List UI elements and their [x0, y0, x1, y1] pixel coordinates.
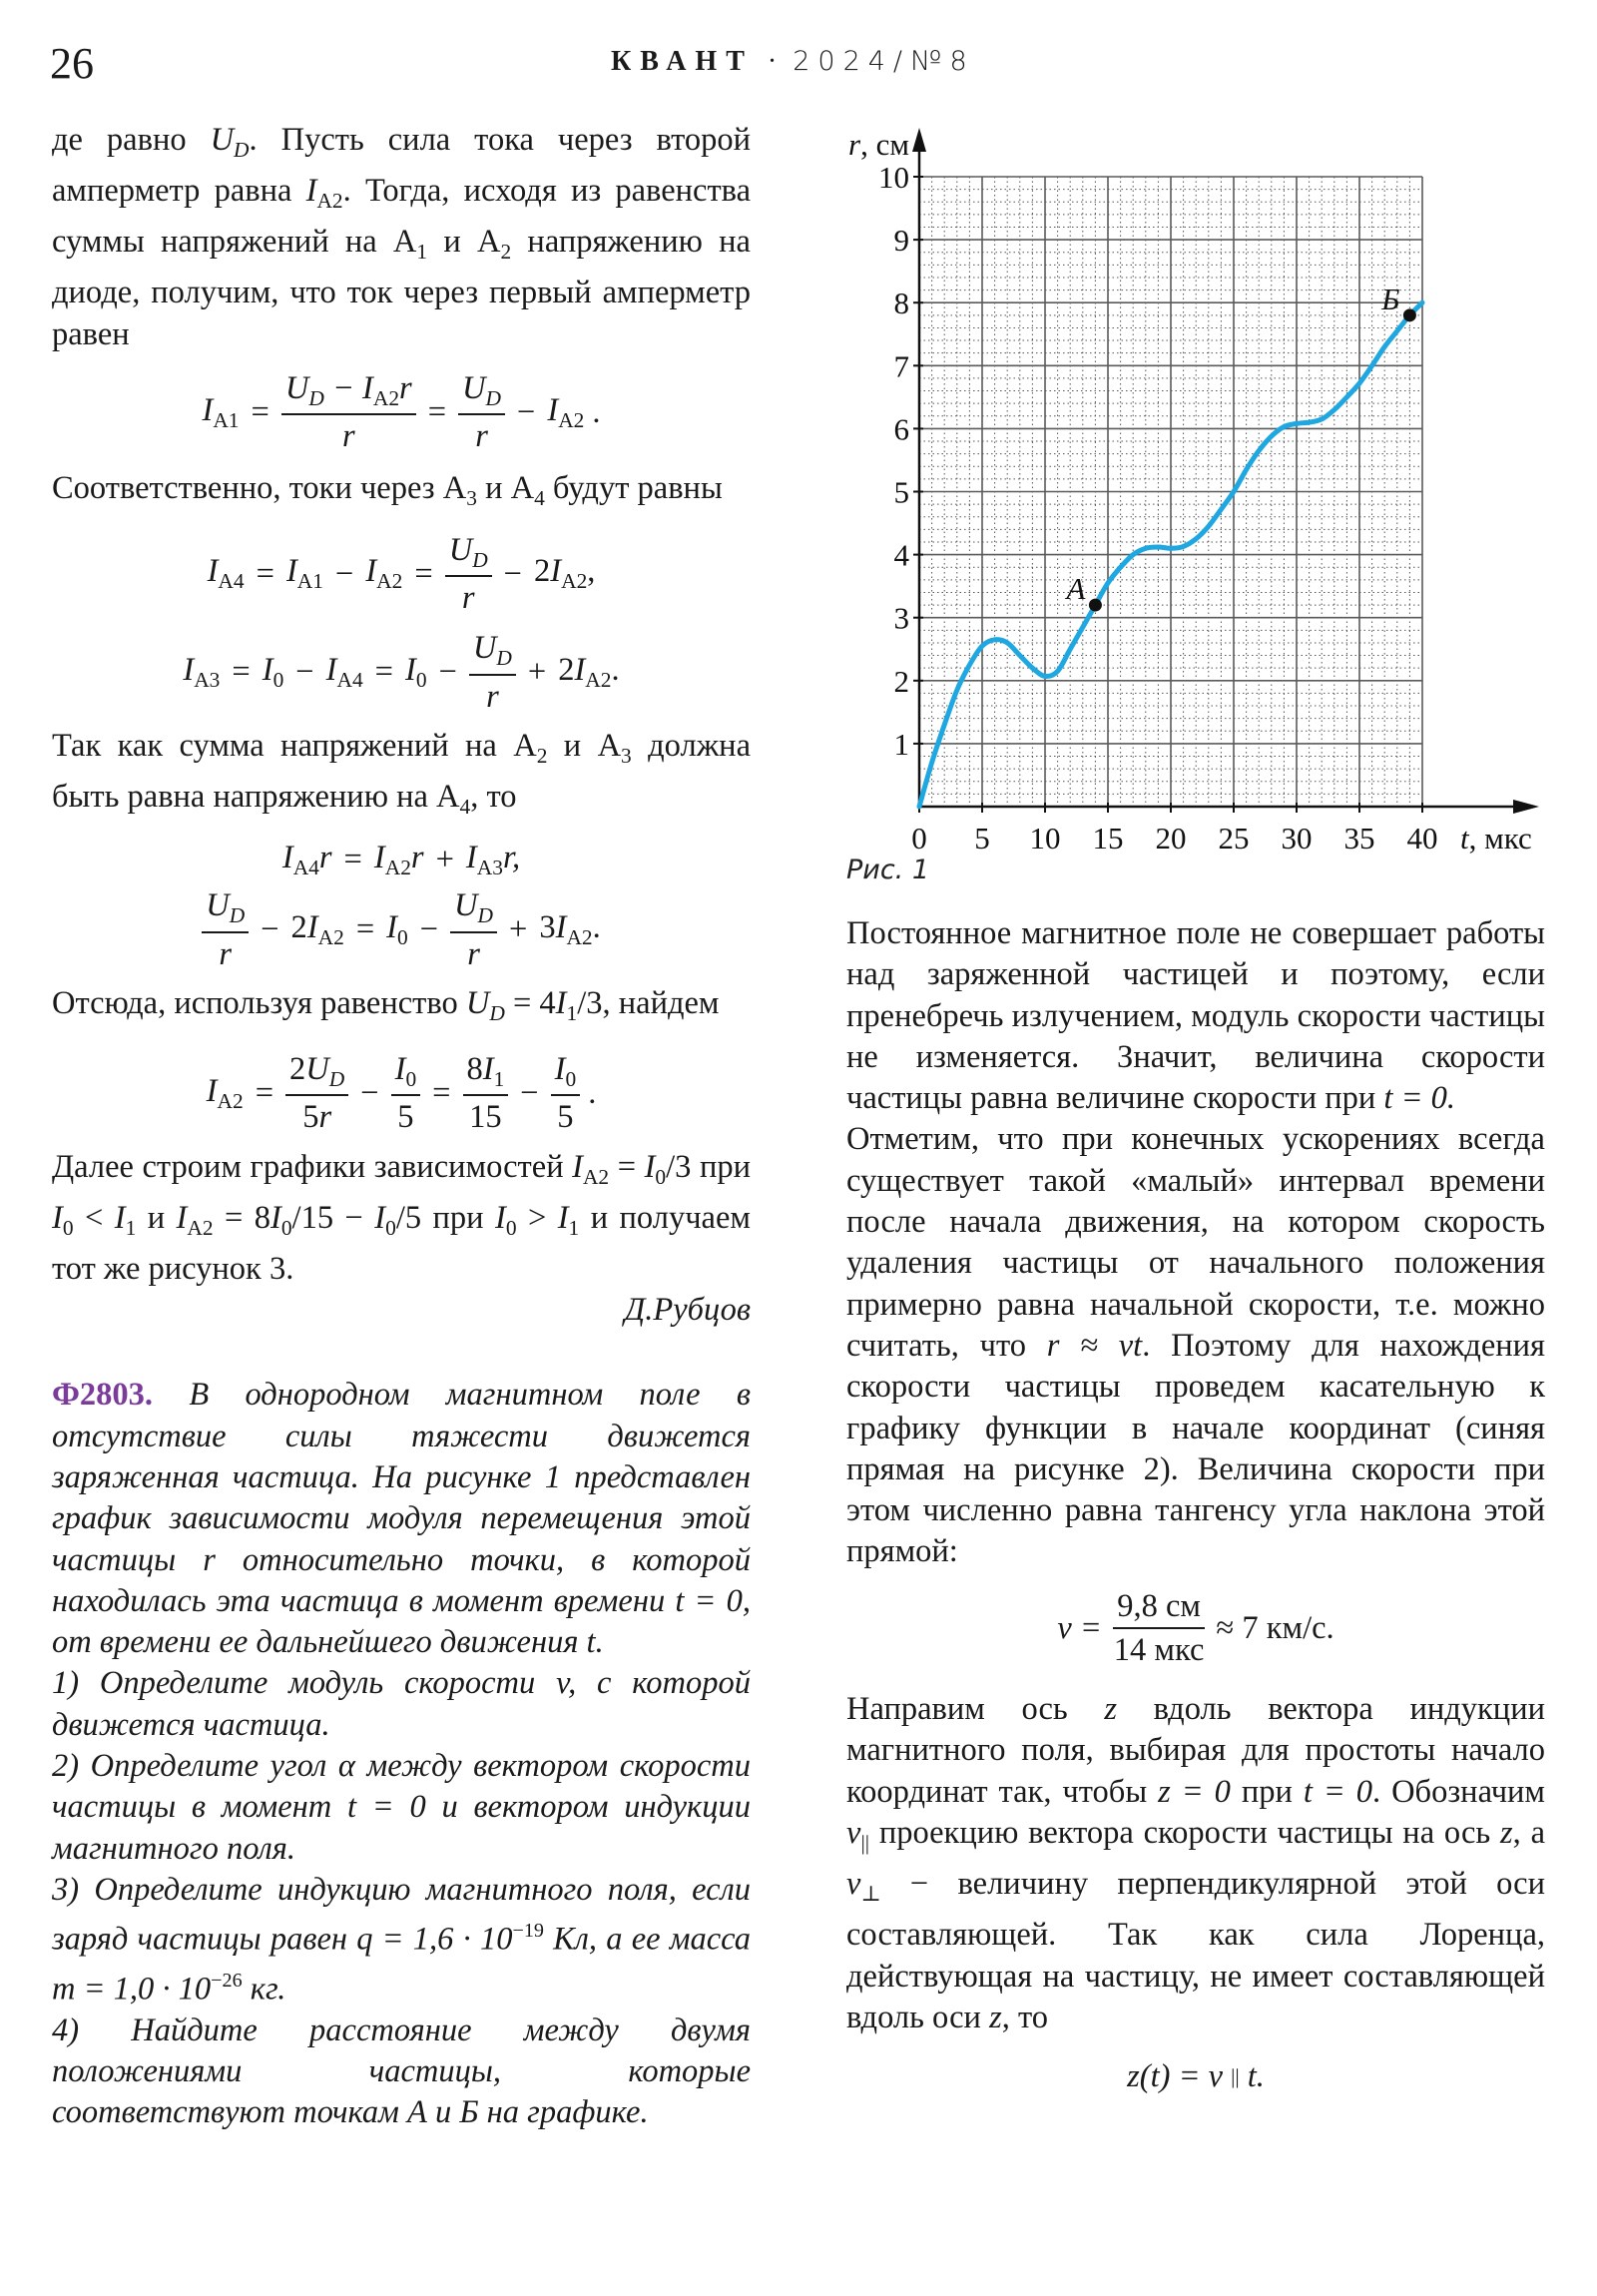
- svg-text:7: 7: [893, 348, 909, 384]
- paragraph: Далее строим графики зависимостей $I_{A2} = I_0/3$ при $I_0 < I_1$ и $I_{A2} = 8I_0/15 - I_0/5$ при $I_0 > I_1$ и получаем тот же рисунок 3.: [52, 1148, 751, 1287]
- paragraph: Постоянное магнитное поле не совершает работы над заряженной частицей и поэтому, если пренебречь излучением, модуль скорости частицы не изменяется. Значит, величина скорости частицы равна величине скорости при t = 0.: [846, 915, 1545, 1117]
- magazine-title: КВАНТ: [611, 46, 754, 77]
- text: = 4: [504, 984, 556, 1021]
- svg-text:2: 2: [893, 663, 909, 699]
- text: и А: [547, 727, 622, 764]
- paragraph: [52, 120, 751, 355]
- issue-number: 2024/№8: [793, 46, 975, 77]
- svg-text:3: 3: [893, 600, 909, 636]
- text: де равно: [52, 122, 211, 158]
- running-head: [611, 44, 975, 80]
- text: и А: [476, 469, 535, 506]
- equation-velocity: v = $\frac{9,8 см}{\text{14 мкс}}$ ≈ 7 км/с.: [1057, 1587, 1334, 1668]
- equation-ia4: $I_{A4}$ = $I_{A1}$ − $I_{A2}$ = $\frac{U_D}{r}$ − $2I_{A2}$,: [207, 531, 596, 617]
- question-1: 1) Определите модуль скорости v, с которой движется частица.: [52, 1665, 751, 1743]
- separator-dot: ·: [767, 46, 778, 77]
- paragraph: [52, 726, 751, 828]
- marked-points: [1064, 282, 1415, 612]
- text: напряжению на диоде, получим, что ток через первый амперметр равен: [52, 224, 751, 352]
- svg-text:6: 6: [893, 411, 909, 447]
- paragraph: Направим ось z вдоль вектора индукции магнитного поля, выбирая для простоты начало координат так, чтобы z = 0 при t = 0. Обозначим $v_{||}$ проекцию вектора скорости частицы на ось z, а $v_\perp$ − величину перпендикулярной этой оси составляющей. Так как сила Лоренца, действующая на частицу, не имеет составляющей вдоль оси z, то: [846, 1691, 1545, 2035]
- svg-text:35: 35: [1343, 821, 1375, 856]
- problem-text: В однородном магнитном поле в отсутствие силы тяжести движется заряженная частица. На рисунке 1 представлен график зависимости модуля перемещения этой частицы r относительно точки, в которой находилась эта частица в момент времени t = 0, от времени ее дальнейшего движения t.: [52, 1377, 751, 1661]
- text: . Пусть сила тока через второй амперметр равна: [52, 122, 752, 210]
- subscript: 3: [621, 743, 632, 768]
- point-Б: [1380, 282, 1416, 322]
- point-А: [1064, 571, 1101, 612]
- problem-number: Ф2803.: [52, 1377, 154, 1414]
- math-ud: $U_D$: [210, 122, 250, 162]
- svg-text:40: 40: [1406, 821, 1438, 856]
- svg-text:t, мкс: t, мкс: [1460, 821, 1532, 856]
- svg-text:r, см: r, см: [848, 127, 909, 162]
- axes: [912, 128, 1539, 814]
- svg-text:25: 25: [1218, 821, 1250, 856]
- svg-text:10: 10: [1029, 821, 1061, 856]
- subscript: 2: [500, 240, 512, 265]
- problem-statement: [52, 1375, 751, 1663]
- tick-labels: [848, 127, 1532, 856]
- text: , то: [470, 778, 517, 815]
- page-number: 26: [50, 39, 94, 88]
- left-column: [52, 120, 751, 2134]
- svg-text:15: 15: [1092, 821, 1124, 856]
- equation-ia1: $I_{A1}$ = $\frac{U_D - I_{A2}r}{r}$ = $\frac{U_D}{r}$ − $I_{A2}$ .: [202, 370, 601, 455]
- text: Далее строим графики зависимостей: [52, 1148, 573, 1185]
- equation-voltage-balance: $I_{A4}r$ = $I_{A2}r$ + $I_{A3}r$,: [281, 840, 521, 879]
- text: /3, найдем: [577, 984, 720, 1021]
- text: и А: [427, 224, 501, 261]
- equation-ia2: $I_{A2}$ = $\frac{2U_D}{5r}$ − $\frac{I_0}{5}$ = $\frac{8I_1}{15}$ − $\frac{I_0}{5}$ .: [206, 1051, 597, 1136]
- svg-text:5: 5: [974, 821, 990, 856]
- svg-text:8: 8: [893, 286, 909, 321]
- svg-text:30: 30: [1281, 821, 1313, 856]
- svg-text:4: 4: [893, 537, 909, 573]
- figure-caption: Рис. 1: [846, 855, 930, 885]
- svg-text:9: 9: [893, 223, 909, 259]
- svg-text:10: 10: [878, 160, 909, 195]
- major-grid: [919, 177, 1422, 807]
- text: Соответственно, токи через А: [52, 469, 467, 506]
- equation-z-t: z(t) = v || t.: [1127, 2058, 1265, 2095]
- text: Так как сумма напряжений на А: [52, 727, 537, 764]
- equation-ia3: $I_{A3}$ = $I_0$ − $I_{A4}$ = $I_0$ − $\frac{U_D}{r}$ + $2I_{A2}$.: [183, 630, 620, 715]
- text: . Тогда, исходя из равенства суммы напряжений на А: [52, 173, 751, 261]
- question-2: 2) Определите угол α между вектором скорости частицы в момент t = 0 и вектором индукции магнитного поля.: [52, 1748, 751, 1867]
- question-4: 4) Найдите расстояние между двумя положениями частицы, которые соответствуют точкам А и Б на графике.: [52, 2011, 751, 2131]
- text: должна быть равна напряжению на А: [52, 727, 751, 815]
- subscript: 3: [466, 485, 477, 510]
- right-column: [846, 913, 1545, 2105]
- paragraph: [52, 468, 751, 519]
- minor-grid: [919, 177, 1422, 807]
- text: Отсюда, используя равенство: [52, 984, 466, 1021]
- svg-text:0: 0: [911, 821, 927, 856]
- subscript: 1: [416, 240, 428, 265]
- problem-f2803: [52, 1375, 751, 2133]
- math-ia2: $I_{A2}$: [305, 173, 343, 214]
- subscript: 4: [534, 485, 545, 510]
- svg-text:1: 1: [893, 726, 909, 762]
- r-vs-t-curve: [919, 302, 1422, 807]
- text: будут равны: [544, 469, 723, 506]
- svg-text:5: 5: [893, 474, 909, 510]
- equation-substituted: $\frac{U_D}{r}$ − $2I_{A2}$ = $I_0$ − $\frac{U_D}{r}$ + $3I_{A2}$.: [52, 888, 751, 971]
- paragraph: Отметим, что при конечных ускорениях всегда существует такой «малый» интервал времени после начала движения, на котором скорость удаления частицы от начального положения примерно равна начальной скорости, т.е. можно считать, что r ≈ vt. Поэтому для нахождения скорости частицы проведем касательную к графику функции в начале координат (синяя прямая на рисунке 2). Величина скорости при этом численно равна тангенсу угла наклона этой прямой:: [846, 1121, 1545, 1570]
- author-signature: Д.Рубцов: [624, 1292, 751, 1329]
- question-3: 3) Определите индукцию магнитного поля, если заряд частицы равен $q = 1,6 \cdot 10^{-19}$ Кл, а ее масса $m = 1,0 \cdot 10^{-26}$ кг.: [52, 1871, 752, 2008]
- svg-text:20: 20: [1155, 821, 1187, 856]
- subscript: 2: [536, 743, 548, 768]
- svg-text:А: А: [1066, 571, 1086, 607]
- paragraph: Отсюда, используя равенство $U_D = 4I_1/3$, найдем: [52, 984, 720, 1025]
- svg-text:Б: Б: [1381, 281, 1400, 316]
- subscript: 4: [459, 794, 471, 819]
